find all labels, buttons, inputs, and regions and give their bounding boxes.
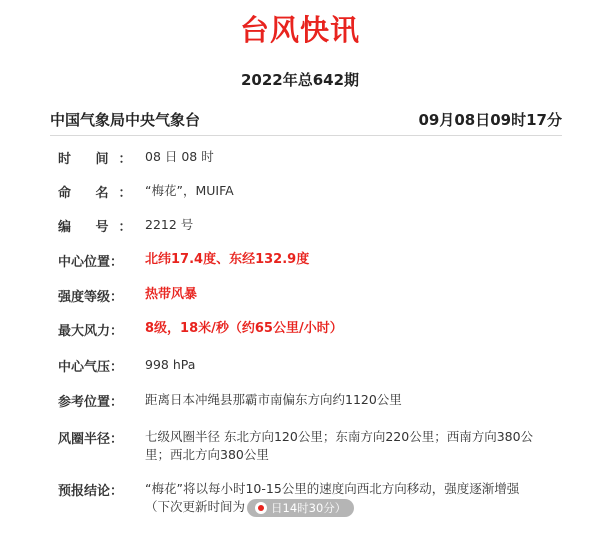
center-pressure-label: 中心气压： [58,360,124,375]
name-label: 命 名： [58,186,142,201]
wind-radius-label: 风圈半径： [58,432,124,447]
center-position-label: 中心位置： [58,255,124,270]
name-value: “梅花”，MUIFA [145,183,234,198]
reference-position-label: 参考位置： [58,395,124,410]
center-pressure-value: 998 hPa [145,357,196,372]
forecast-value: “梅花”将以每小时10-15公里的速度向西北方向移动，强度逐渐增强 [145,481,520,496]
issuer-bar [50,107,562,136]
issue-number: 2022年总642期 [240,71,360,89]
intensity-label: 强度等级： [58,290,124,305]
time-value: 08 日 08 时 [145,149,214,164]
center-position-value: 北纬17.4度、东经132.9度 [145,252,310,267]
reference-position-value: 距离日本冲绳县那霸市南偏东方向约1120公里 [145,392,402,407]
next-update-line [145,498,555,517]
issued-time: 09月08日09时17分 [418,111,562,129]
weibo-watermark [247,499,354,517]
page-title: 台风快讯 [239,13,360,47]
next-update-prefix: （下次更新时间为 [145,499,246,514]
weibo-logo-icon [255,502,267,514]
max-wind-label: 最大风力： [58,324,124,339]
max-wind-value: 8级，18米/秒（约65公里/小时） [145,321,343,336]
wind-radius-value: 七级风圈半径 东北方向120公里；东南方向220公里；西南方向380公里；西北方向380公里 [145,429,534,462]
forecast-block [145,480,555,517]
number-label: 编 号： [58,220,142,235]
next-update-obscured: 日14时30分） [271,500,347,515]
forecast-label: 预报结论： [58,484,124,499]
time-label: 时 间： [58,152,142,167]
issuer-name: 中国气象局中央气象台 [50,111,201,129]
intensity-value: 热带风暴 [145,287,198,302]
number-value: 2212 号 [145,217,194,232]
